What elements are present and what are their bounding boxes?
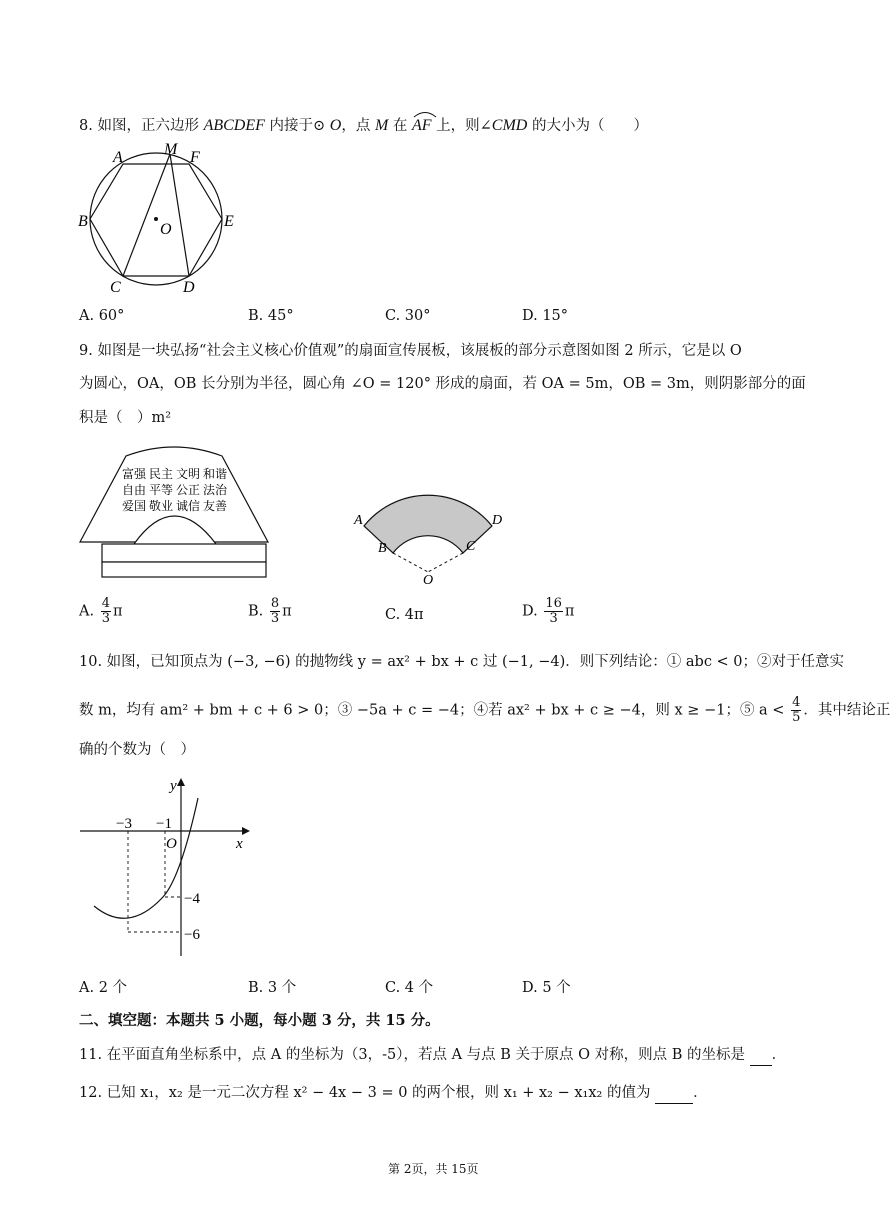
sector-label-d: D: [492, 513, 503, 528]
axis-label-y: y: [170, 778, 177, 794]
label-m: M: [164, 141, 178, 158]
label-o: O: [160, 221, 172, 238]
tick-neg6: −6: [184, 927, 200, 943]
label-e: E: [224, 213, 234, 230]
page-footer: 第 2页，共 15页: [388, 1162, 479, 1176]
tick-neg1: −1: [156, 816, 172, 832]
axis-label-x: x: [236, 836, 243, 852]
label-d: D: [183, 279, 195, 296]
q9-fan-board-figure: [78, 448, 270, 580]
origin-label: O: [166, 836, 177, 852]
q9-option-c[interactable]: C. 4π: [385, 607, 424, 623]
label-f: F: [190, 149, 200, 166]
sector-label-b: B: [378, 541, 387, 556]
q10-parabola-graph: [76, 776, 256, 960]
section-heading: 二、填空题：本题共 5 小题，每小题 3 分，共 15 分。: [79, 1012, 440, 1029]
q10-option-d[interactable]: D. 5 个: [522, 980, 571, 996]
q12-answer-blank[interactable]: [655, 1083, 693, 1104]
tick-neg3: −3: [116, 816, 132, 832]
q10-option-a[interactable]: A. 2 个: [79, 980, 128, 996]
tick-neg4: −4: [184, 891, 200, 907]
label-b: B: [78, 213, 88, 230]
q11-answer-blank[interactable]: [750, 1045, 772, 1066]
q9-option-b[interactable]: B. $\frac{8}{3}$ π: [248, 596, 292, 626]
fan-text-row1: 富强 民主 文明 和谐: [122, 467, 228, 481]
sector-label-c: C: [466, 539, 476, 554]
q9-sector-figure: [352, 500, 512, 586]
q8-option-a[interactable]: A. 60°: [79, 308, 125, 324]
q10-line3: 确的个数为（ ）: [79, 742, 195, 758]
q8-text: 8. 如图，正六边形 ABCDEF 内接于⊙ O，点 M 在 AF 上，则∠CMD 的大小为（ ）: [79, 112, 648, 136]
q10-option-c[interactable]: C. 4 个: [385, 980, 434, 996]
q8-hexagon-figure: [76, 138, 246, 298]
fan-text-row2: 自由 平等 公正 法治: [122, 483, 228, 497]
sector-label-a: A: [354, 513, 363, 528]
q10-line1: 10. 如图，已知顶点为 (−3, −6) 的抛物线 y = ax² + bx + c 过 (−1, −4)．则下列结论：① abc < 0；②对于任意实: [79, 654, 845, 670]
label-c: C: [110, 279, 121, 296]
q10-option-b[interactable]: B. 3 个: [248, 980, 297, 996]
sector-label-o: O: [423, 573, 434, 588]
q10-line2: 数 m，均有 am² + bm + c + 6 > 0；③ −5a + c = −4；④若 ax² + bx + c ≥ −4，则 x ≥ −1；⑤ a < $\frac{4}{5}$ ．其中结论正: [79, 695, 890, 725]
q8-option-c[interactable]: C. 30°: [385, 308, 431, 324]
fan-text-row3: 爱国 敬业 诚信 友善: [122, 499, 228, 513]
q8-option-d[interactable]: D. 15°: [522, 308, 569, 324]
label-a: A: [113, 149, 123, 166]
q9-option-a[interactable]: A. $\frac{4}{3}$ π: [79, 596, 123, 626]
hexagon-name: ABCDEF: [203, 117, 265, 134]
q12-text: 12. 已知 x₁，x₂ 是一元二次方程 x² − 4x − 3 = 0 的两个根，则 x₁ + x₂ − x₁x₂ 的值为 ．: [79, 1083, 708, 1104]
q11-text: 11. 在平面直角坐标系中，点 A 的坐标为（3，-5），若点 A 与点 B 关于原点 O 对称，则点 B 的坐标是 ．: [79, 1045, 786, 1066]
q8-option-b[interactable]: B. 45°: [248, 308, 294, 324]
arc-mark-icon: [412, 110, 438, 118]
q9-option-d[interactable]: D. $\frac{16}{3}$ π: [522, 596, 575, 626]
arc-af: AF: [412, 112, 432, 136]
q9-line1: 9. 如图是一块弘扬“社会主义核心价值观”的扇面宣传展板，该展板的部分示意图如图 2 所示，它是以 O: [79, 343, 742, 359]
q9-line2: 为圆心，OA，OB 长分别为半径，圆心角 ∠O = 120° 形成的扇面，若 OA = 5m，OB = 3m，则阴影部分的面: [79, 376, 806, 392]
q9-line3: 积是（ ）m²: [79, 410, 172, 426]
